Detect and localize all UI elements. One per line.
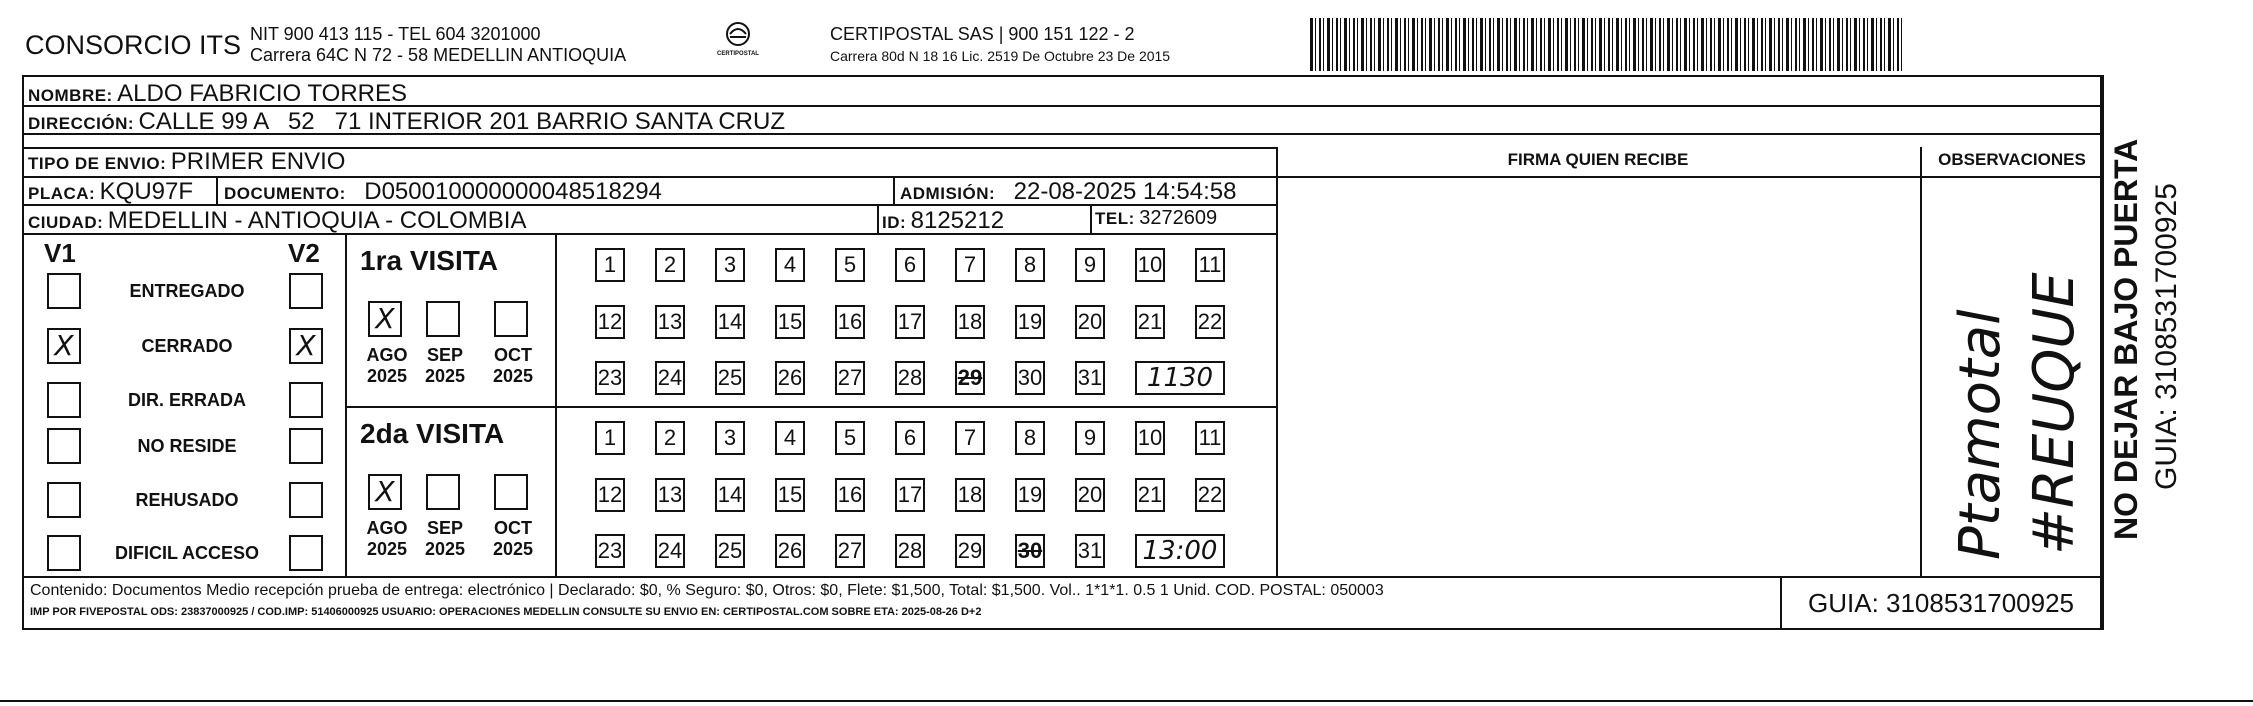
day-box[interactable]: 19 (1015, 478, 1045, 512)
placa-field (28, 178, 193, 206)
v1-mark: X (54, 329, 74, 362)
footer-imp: IMP POR FIVEPOSTAL ODS: 23837000925 / COD.IMP: 51406000925 USUARIO: OPERACIONES MEDELLIN CONSULTE SU ENVIO EN: CERTIPOSTAL.COM SOBRE ETA: 2025-08-26 D+2 (30, 606, 982, 618)
logo-caption: CERTIPOSTAL (717, 51, 759, 57)
nombre-value: ALDO FABRICIO TORRES (117, 80, 408, 107)
footer-guia: GUIA: 3108531700925 (1808, 588, 2074, 618)
v1-checkbox[interactable] (47, 382, 81, 418)
day-box[interactable]: 26 (775, 534, 805, 568)
day-box[interactable]: 12 (595, 478, 625, 512)
day-box[interactable]: 20 (1075, 478, 1105, 512)
day-box[interactable]: 18 (955, 305, 985, 339)
day-box[interactable]: 15 (775, 478, 805, 512)
month-checkbox[interactable] (368, 301, 402, 337)
month-checkbox[interactable] (494, 301, 528, 337)
v1-checkbox[interactable] (47, 535, 81, 571)
documento-field (224, 178, 662, 206)
side-no-dejar: NO DEJAR BAJO PUERTA (2108, 138, 2144, 540)
id-label: ID: (882, 213, 907, 232)
day-box[interactable]: 23 (595, 361, 625, 395)
month-label: SEP 2025 (424, 518, 466, 559)
day-box[interactable]: 5 (835, 421, 865, 455)
month-mark: X (375, 475, 395, 508)
day-box[interactable]: 21 (1135, 478, 1165, 512)
carrier-line: CERTIPOSTAL SAS | 900 151 122 - 2 (830, 24, 1135, 44)
day-box[interactable]: 22 (1195, 305, 1225, 339)
day-box[interactable]: 9 (1075, 421, 1105, 455)
day-box[interactable]: 25 (715, 534, 745, 568)
day-box[interactable]: 11 (1195, 248, 1225, 282)
v1-checkbox[interactable] (47, 482, 81, 518)
day-box[interactable]: 17 (895, 305, 925, 339)
month-checkbox[interactable] (494, 474, 528, 510)
day-box[interactable]: 15 (775, 305, 805, 339)
v2-checkbox[interactable] (289, 382, 323, 418)
day-box[interactable]: 30 (1015, 534, 1045, 568)
day-box[interactable]: 8 (1015, 421, 1045, 455)
tel-label: TEL: (1095, 209, 1135, 228)
day-box[interactable]: 26 (775, 361, 805, 395)
v2-checkbox[interactable] (289, 428, 323, 464)
tipo-label: TIPO DE ENVIO: (28, 154, 167, 173)
status-label: DIFICIL ACCESO (114, 543, 259, 563)
logo-emblem-icon (718, 20, 758, 50)
day-box[interactable]: 9 (1075, 248, 1105, 282)
direccion-field (28, 108, 785, 136)
v1-checkbox[interactable] (47, 273, 81, 309)
footer-contenido: Contenido: Documentos Medio recepción prueba de entrega: electrónico | Declarado: $0, % Seguro: $0, Otros: $0, Flete: $1,500, Total: $1,500. Vol.. 1*1*1. 0.5 1 Unid. COD. POSTAL: 050003 (30, 582, 1384, 599)
day-box[interactable]: 1 (595, 248, 625, 282)
address-line: Carrera 64C N 72 - 58 MEDELLIN ANTIOQUIA (250, 45, 627, 65)
month-checkbox[interactable] (426, 301, 460, 337)
day-box[interactable]: 20 (1075, 305, 1105, 339)
day-box[interactable]: 25 (715, 361, 745, 395)
observaciones-handwriting-1: Ptamotal (1948, 309, 2013, 560)
day-box[interactable]: 22 (1195, 478, 1225, 512)
month-mark: X (375, 302, 395, 335)
v2-checkbox[interactable] (289, 328, 323, 364)
status-label: NO RESIDE (137, 436, 237, 456)
day-box[interactable]: 16 (835, 478, 865, 512)
certipostal-logo (708, 20, 768, 64)
day-box[interactable]: 28 (895, 534, 925, 568)
day-box[interactable]: 13 (655, 305, 685, 339)
v2-checkbox[interactable] (289, 273, 323, 309)
day-box[interactable]: 5 (835, 248, 865, 282)
firma-header: FIRMA QUIEN RECIBE (1507, 150, 1689, 169)
day-box[interactable]: 12 (595, 305, 625, 339)
visit-time-box[interactable]: 13:00 (1135, 534, 1225, 568)
month-label: OCT 2025 (492, 345, 534, 386)
v1-checkbox[interactable] (47, 428, 81, 464)
day-box[interactable]: 4 (775, 248, 805, 282)
day-box[interactable]: 18 (955, 478, 985, 512)
month-checkbox[interactable] (426, 474, 460, 510)
day-box[interactable]: 28 (895, 361, 925, 395)
status-label: REHUSADO (135, 490, 239, 510)
day-box[interactable]: 6 (895, 248, 925, 282)
id-value: 8125212 (910, 207, 1005, 234)
ciudad-label: CIUDAD: (28, 213, 104, 232)
admision-label: ADMISIÓN: (900, 184, 996, 203)
day-box[interactable]: 2 (655, 421, 685, 455)
day-box[interactable]: 6 (895, 421, 925, 455)
tel-value: 3272609 (1139, 207, 1218, 229)
tipo-value: PRIMER ENVIO (170, 148, 346, 175)
day-box[interactable]: 21 (1135, 305, 1165, 339)
day-box[interactable]: 31 (1075, 361, 1105, 395)
admision-value: 22-08-2025 14:54:58 (1013, 178, 1237, 205)
month-label: AGO 2025 (366, 345, 408, 386)
nombre-label: NOMBRE: (28, 86, 113, 105)
observaciones-handwriting-2: #REUQUE (2022, 272, 2087, 555)
day-box[interactable]: 29 (955, 534, 985, 568)
nombre-field (28, 80, 407, 108)
day-box[interactable]: 11 (1195, 421, 1225, 455)
placa-value: KQU97F (99, 178, 194, 205)
day-box[interactable]: 19 (1015, 305, 1045, 339)
documento-value: D050010000000048518294 (364, 178, 662, 205)
day-box[interactable]: 7 (955, 248, 985, 282)
day-box[interactable]: 24 (655, 534, 685, 568)
ciudad-field (28, 207, 526, 235)
visit-time-box[interactable]: 1130 (1135, 361, 1225, 395)
v1-checkbox[interactable] (47, 328, 81, 364)
status-label: CERRADO (141, 336, 233, 356)
ciudad-value: MEDELLIN - ANTIOQUIA - COLOMBIA (107, 207, 527, 234)
v2-header: V2 (288, 238, 320, 268)
company-name: CONSORCIO ITS (25, 30, 242, 60)
carrier-address: Carrera 80d N 18 16 Lic. 2519 De Octubre 23 De 2015 (830, 48, 1171, 64)
day-box[interactable]: 14 (715, 305, 745, 339)
day-box[interactable]: 29 (955, 361, 985, 395)
day-box[interactable]: 27 (835, 534, 865, 568)
month-label: SEP 2025 (424, 345, 466, 386)
status-label: DIR. ERRADA (127, 390, 246, 410)
day-box[interactable]: 10 (1135, 248, 1165, 282)
day-box[interactable]: 4 (775, 421, 805, 455)
side-guia: GUIA: 3108531700925 (2150, 183, 2183, 490)
day-box[interactable]: 1 (595, 421, 625, 455)
day-box[interactable]: 14 (715, 478, 745, 512)
v1-header: V1 (44, 238, 76, 268)
day-box[interactable]: 3 (715, 421, 745, 455)
visit-title: 2da VISITA (360, 418, 505, 449)
v2-checkbox[interactable] (289, 482, 323, 518)
barcode (1310, 18, 1905, 71)
direccion-value: CALLE 99 A 52 71 INTERIOR 201 BARRIO SANTA CRUZ (138, 108, 785, 135)
day-box[interactable]: 13 (655, 478, 685, 512)
day-box[interactable]: 23 (595, 534, 625, 568)
month-checkbox[interactable] (368, 474, 402, 510)
placa-label: PLACA: (28, 184, 96, 203)
day-box[interactable]: 27 (835, 361, 865, 395)
status-label: ENTREGADO (129, 281, 245, 301)
day-box[interactable]: 30 (1015, 361, 1045, 395)
day-box[interactable]: 16 (835, 305, 865, 339)
v2-mark: X (296, 329, 316, 362)
direccion-label: DIRECCIÓN: (28, 114, 135, 133)
day-box[interactable]: 24 (655, 361, 685, 395)
tel-field (1095, 207, 1217, 230)
day-box[interactable]: 3 (715, 248, 745, 282)
day-box[interactable]: 7 (955, 421, 985, 455)
nit-line: NIT 900 413 115 - TEL 604 3201000 (250, 24, 541, 44)
visit-title: 1ra VISITA (360, 245, 498, 276)
day-box[interactable]: 10 (1135, 421, 1165, 455)
month-label: OCT 2025 (492, 518, 534, 559)
id-field (882, 207, 1004, 235)
day-box[interactable]: 2 (655, 248, 685, 282)
day-box[interactable]: 17 (895, 478, 925, 512)
v2-checkbox[interactable] (289, 535, 323, 571)
tipo-field (28, 148, 345, 176)
observaciones-header: OBSERVACIONES (1938, 150, 2086, 169)
admision-field (900, 178, 1236, 206)
day-box[interactable]: 31 (1075, 534, 1105, 568)
day-box[interactable]: 8 (1015, 248, 1045, 282)
month-label: AGO 2025 (366, 518, 408, 559)
documento-label: DOCUMENTO: (224, 184, 346, 203)
